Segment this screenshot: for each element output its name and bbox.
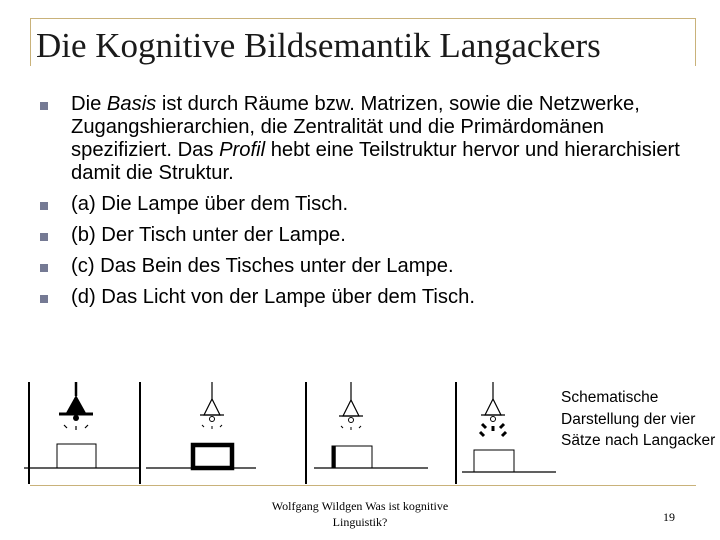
figure-caption: Schematische Darstellung der vier Sätze nach Langacker bbox=[561, 389, 716, 449]
bullet-square-icon bbox=[40, 264, 48, 272]
bullet-list bbox=[40, 93, 680, 317]
bullet-item bbox=[40, 286, 680, 309]
bullet-item bbox=[40, 224, 680, 247]
frame-right bbox=[695, 18, 696, 66]
frame-top bbox=[30, 18, 696, 19]
panel-c bbox=[306, 382, 428, 484]
bullet-square-icon bbox=[40, 295, 48, 303]
bullet-item bbox=[40, 93, 680, 185]
footer bbox=[250, 498, 470, 530]
bullet-text: (c) Das Bein des Tisches unter der Lampe. bbox=[71, 255, 454, 277]
panel-b bbox=[140, 382, 256, 484]
panel-d bbox=[456, 382, 556, 484]
bullet-text: (b) Der Tisch unter der Lampe. bbox=[71, 224, 346, 246]
schematic-figure bbox=[16, 372, 556, 485]
page-number: 19 bbox=[663, 510, 675, 524]
bullet-item bbox=[40, 255, 680, 278]
bullet-square-icon bbox=[40, 102, 48, 110]
frame-left bbox=[30, 18, 31, 66]
slide-title: Die Kognitive Bildsemantik Langackers bbox=[36, 26, 601, 65]
bullet-text: (a) Die Lampe über dem Tisch. bbox=[71, 193, 349, 215]
bullet-square-icon bbox=[40, 202, 48, 210]
bullet-text: Die Basis ist durch Räume bzw. Matrizen, sowie die Netzwerke, Zugangshierarchien, die Zentralität und die Primärdomänen spezifiziert. Das Profil hebt eine Teilstruktur hervor und hierarchisiert damit die Struktur. bbox=[71, 93, 680, 184]
footer-author-title: Wolfgang Wildgen Was ist kognitive bbox=[271, 499, 449, 513]
bullet-item bbox=[40, 193, 680, 216]
bullet-text: (d) Das Licht von der Lampe über dem Tisch. bbox=[71, 286, 475, 308]
panel-a bbox=[24, 382, 140, 484]
bullet-square-icon bbox=[40, 233, 48, 241]
footer-title-cont: Linguistik? bbox=[332, 515, 388, 529]
frame-bottom bbox=[30, 485, 696, 486]
